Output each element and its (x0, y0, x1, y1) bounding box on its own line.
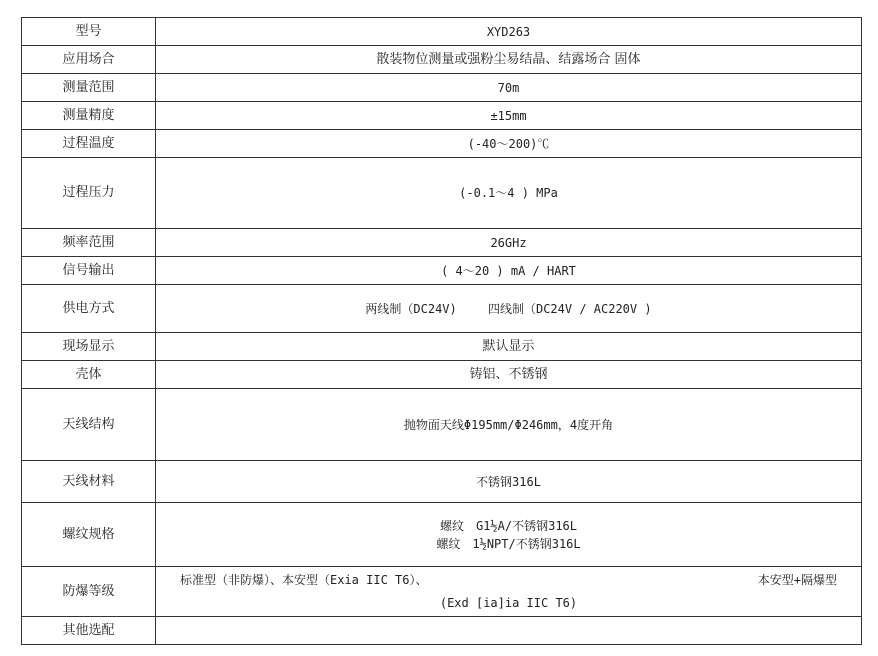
row-label: 测量范围 (22, 74, 156, 102)
row-value: 两线制（DC24V) 四线制（DC24V / AC220V ) (156, 285, 862, 333)
row-label: 供电方式 (22, 285, 156, 333)
explosion-proof-left: 标准型（非防爆）、本安型（Exia IIC T6）、 (180, 573, 428, 587)
row-label: 信号输出 (22, 257, 156, 285)
row-value: 铸铝、不锈钢 (156, 361, 862, 389)
table-row (22, 18, 862, 46)
table-row (22, 285, 862, 333)
explosion-proof-second: (Exd [ia]ia IIC T6) (439, 596, 578, 610)
row-value: 不锈钢316L (156, 461, 862, 503)
row-label: 壳体 (22, 361, 156, 389)
row-label: 其他选配 (22, 617, 156, 645)
table-row (22, 102, 862, 130)
thread-spec-line-2: 螺纹 1½NPT/不锈钢316L (436, 536, 581, 551)
table-row (22, 74, 862, 102)
row-label: 现场显示 (22, 333, 156, 361)
table-row (22, 617, 862, 645)
row-value: 默认显示 (156, 333, 862, 361)
thread-spec-line-1: 螺纹 G1½A/不锈钢316L (439, 518, 578, 533)
row-label: 频率范围 (22, 229, 156, 257)
row-label: 过程压力 (22, 158, 156, 229)
row-label: 型号 (22, 18, 156, 46)
row-value: (-40～200)℃ (156, 130, 862, 158)
row-label: 过程温度 (22, 130, 156, 158)
row-label: 测量精度 (22, 102, 156, 130)
row-value (156, 567, 862, 617)
table-row (22, 461, 862, 503)
row-value (156, 617, 862, 645)
row-value: 26GHz (156, 229, 862, 257)
row-value: 散装物位测量或强粉尘易结晶、结露场合 固体 (156, 46, 862, 74)
row-label: 防爆等级 (22, 567, 156, 617)
spec-table (21, 17, 862, 645)
row-value: ( 4～20 ) mA / HART (156, 257, 862, 285)
table-row (22, 158, 862, 229)
row-label: 天线结构 (22, 389, 156, 461)
explosion-proof-cell (156, 567, 861, 616)
row-value: XYD263 (156, 18, 862, 46)
table-row (22, 333, 862, 361)
row-value: 70m (156, 74, 862, 102)
row-value (156, 503, 862, 567)
table-row (22, 257, 862, 285)
table-row (22, 130, 862, 158)
row-label: 天线材料 (22, 461, 156, 503)
row-value: 抛物面天线Φ195mm/Φ246mm，4度开角 (156, 389, 862, 461)
table-row (22, 361, 862, 389)
row-value: ±15mm (156, 102, 862, 130)
row-label: 螺纹规格 (22, 503, 156, 567)
table-row (22, 389, 862, 461)
table-row (22, 567, 862, 617)
explosion-proof-right: 本安型+隔爆型 (757, 573, 837, 587)
row-label: 应用场合 (22, 46, 156, 74)
table-row (22, 46, 862, 74)
table-row (22, 229, 862, 257)
table-row (22, 503, 862, 567)
row-value: (-0.1～4 ) MPa (156, 158, 862, 229)
